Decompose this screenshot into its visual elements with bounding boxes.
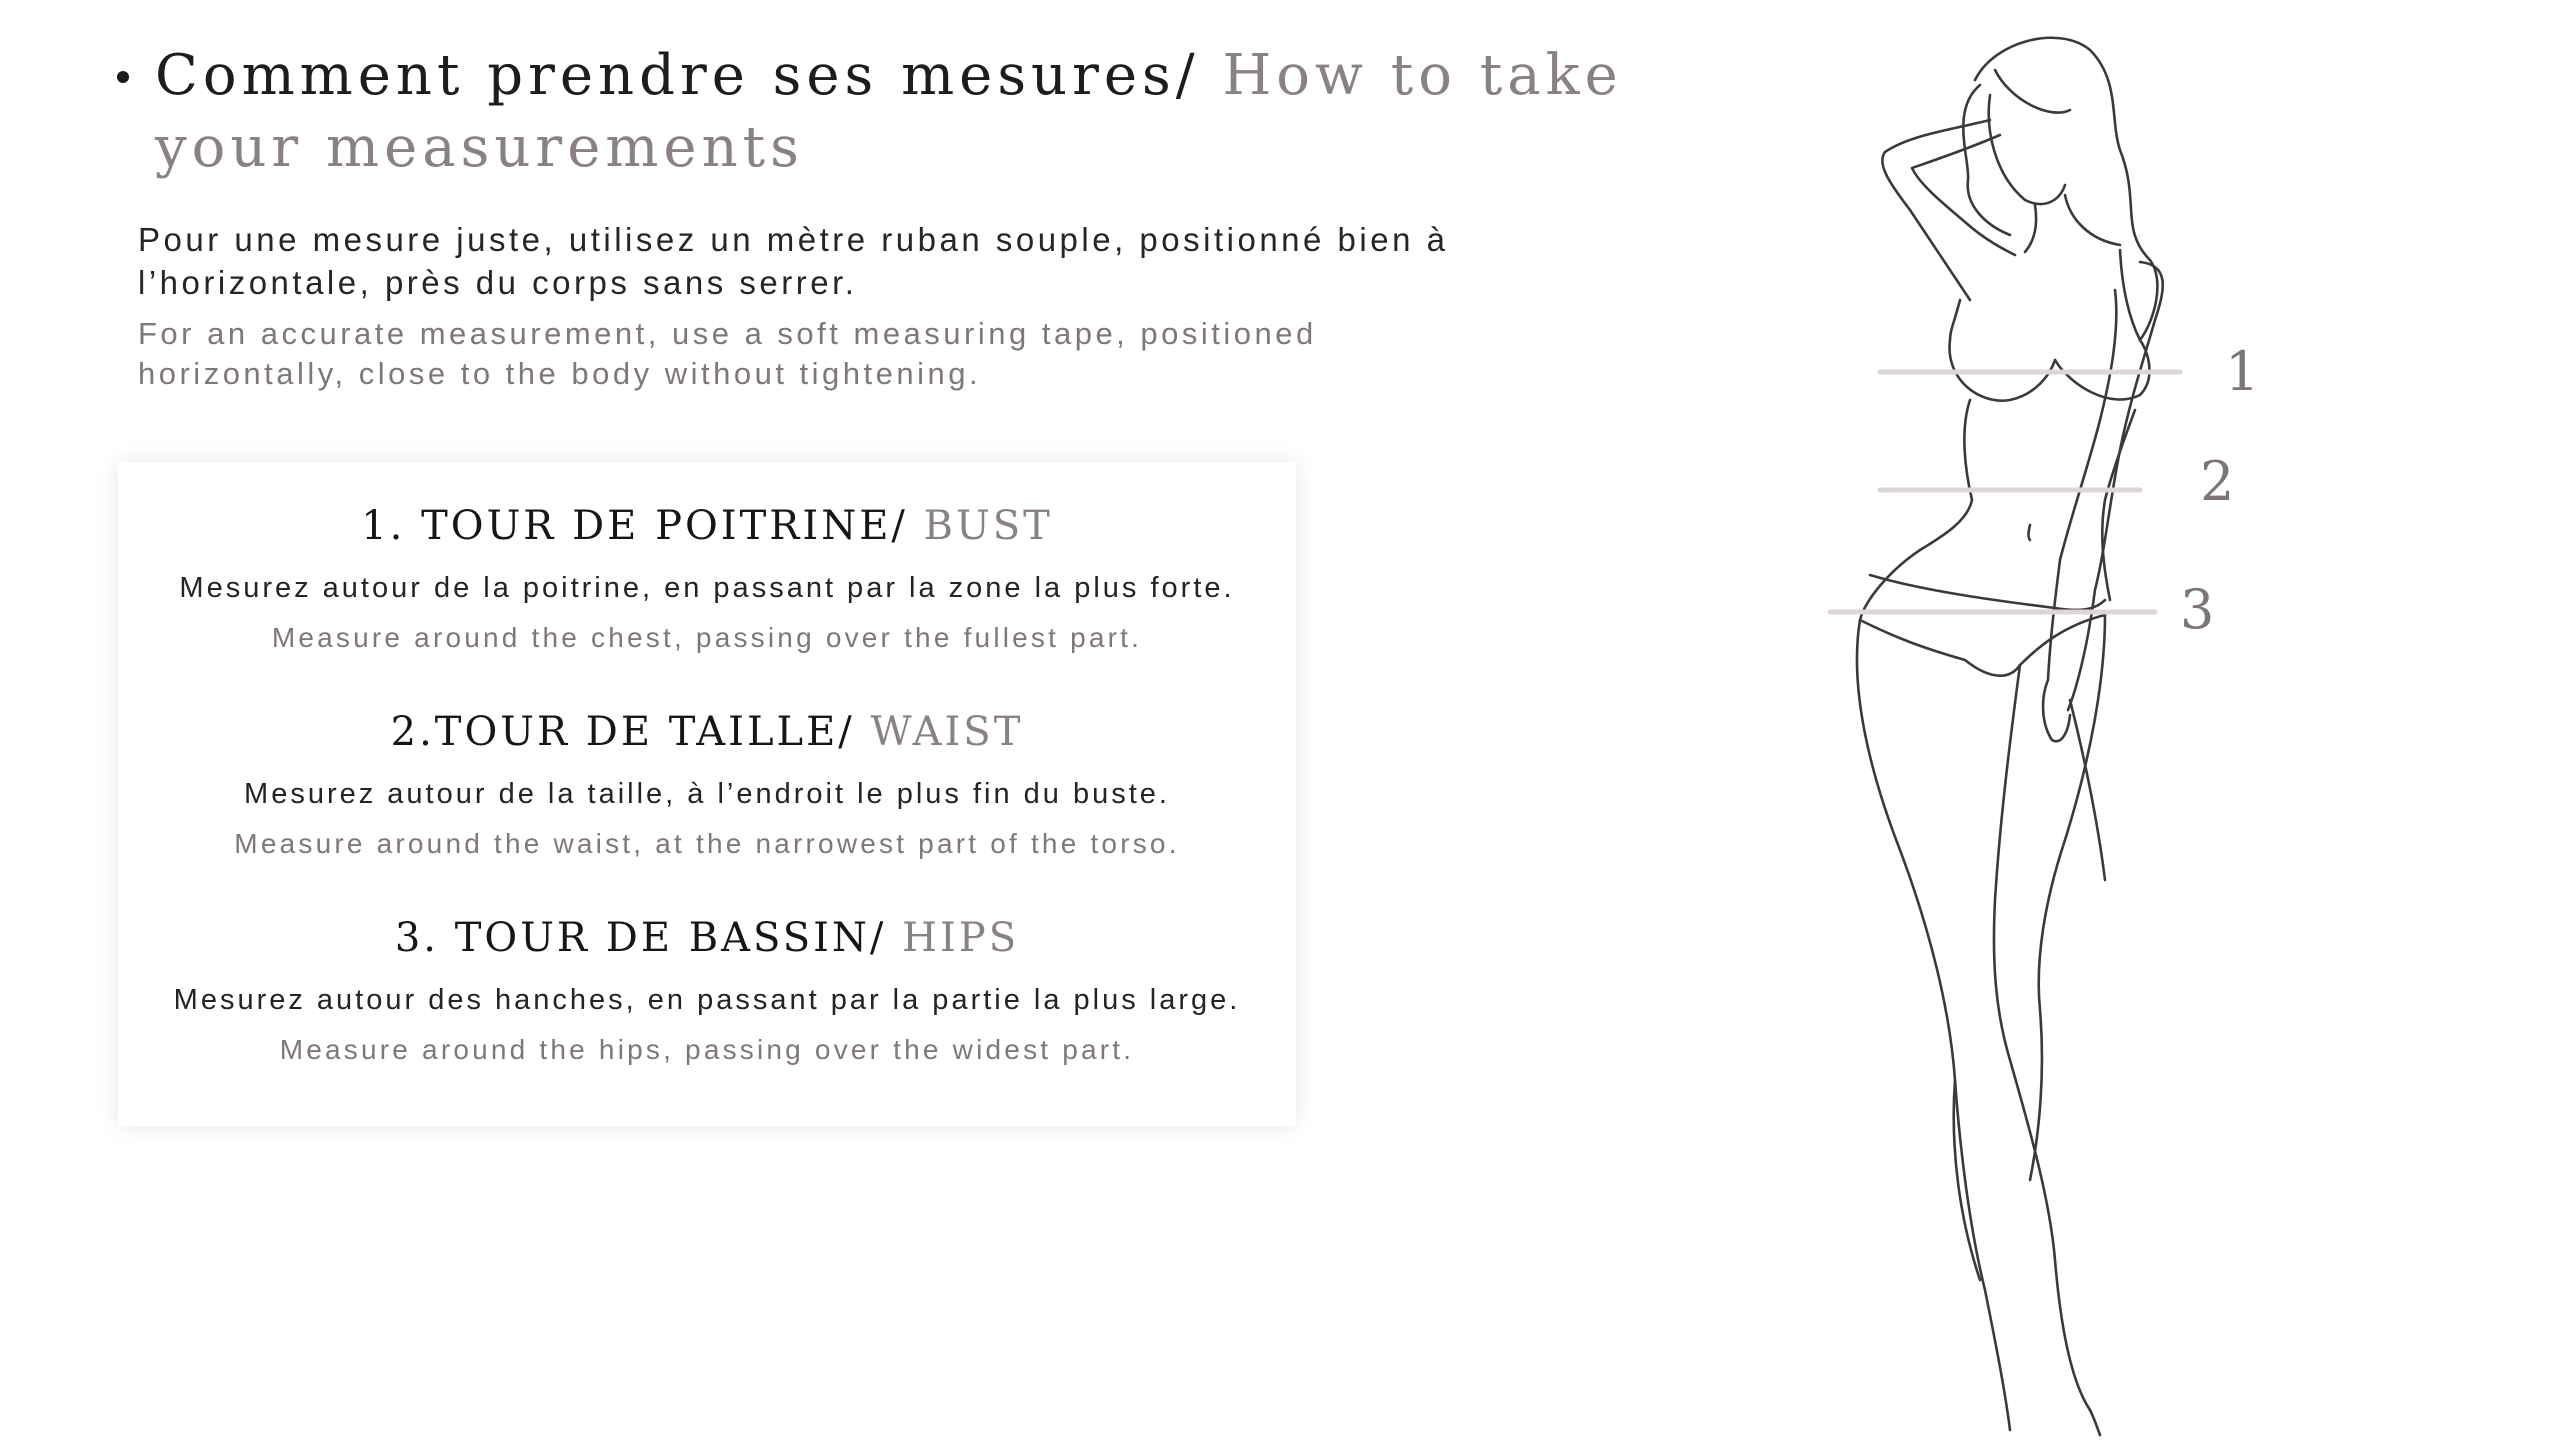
left-leg-outer (1857, 620, 2010, 1430)
hair-inner (1963, 85, 2010, 235)
section-title-en: BUST (923, 503, 1053, 549)
intro-block (138, 218, 1518, 394)
measure-label-3: 3 (2180, 578, 2215, 641)
section-desc-en: Measure around the hips, passing over the widest part. (279, 1034, 1135, 1065)
bra-strap-left (1950, 300, 1960, 340)
neck-left (2025, 205, 2036, 252)
section-title (118, 912, 1296, 964)
section-title-fr: 1. TOUR DE POITRINE/ (361, 503, 924, 549)
section-desc-fr: Mesurez autour de la poitrine, en passant par la zone la plus forte. (179, 572, 1235, 604)
section-desc-en: Measure around the chest, passing over the fullest part. (271, 622, 1143, 653)
heading-item (115, 40, 1715, 184)
measure-label-1: 1 (2225, 340, 2260, 403)
section-title (118, 500, 1296, 552)
heading-title-en: How to take your measurements (155, 43, 1623, 180)
section-desc-en: Measure around the waist, at the narrowest part of the torso. (234, 828, 1180, 859)
section-desc-fr: Mesurez autour de la taille, à l’endroit le plus fin du buste. (244, 778, 1170, 810)
section-title-en: WAIST (870, 709, 1024, 755)
right-leg-outer (2030, 615, 2105, 1180)
section-title-en: HIPS (902, 915, 1020, 961)
section-title-fr: 2.TOUR DE TAILLE/ (390, 709, 871, 755)
right-thigh-detail (2070, 700, 2105, 880)
foot (2090, 1410, 2100, 1435)
body-figure-illustration (1650, 0, 2550, 1440)
bullet-icon (117, 71, 129, 83)
intro-text-en: For an accurate measurement, use a soft measuring tape, positioned horizontally, close to the body without tightening. (138, 316, 1317, 391)
hand (2043, 680, 2070, 741)
bra-strap-right (2120, 250, 2140, 340)
figure-outline (1857, 38, 2163, 1435)
panty-waistband (1870, 575, 2105, 610)
section-hips (118, 912, 1296, 1068)
hair-strand (1995, 70, 2070, 113)
section-title (118, 706, 1296, 758)
page-heading (115, 40, 1715, 184)
navel (2029, 525, 2031, 540)
heading-title-fr: Comment prendre ses mesures/ (155, 43, 1223, 108)
neck-right (2065, 195, 2120, 245)
torso-right (2102, 410, 2135, 600)
section-bust (118, 500, 1296, 656)
section-title-fr: 3. TOUR DE BASSIN/ (394, 915, 903, 961)
measure-lines (1830, 372, 2180, 612)
measurements-card (118, 462, 1296, 1126)
panty-right (2020, 615, 2105, 665)
section-desc-fr: Mesurez autour des hanches, en passant par la partie la plus large. (173, 984, 1241, 1016)
measure-label-2: 2 (2200, 450, 2235, 513)
section-waist (118, 706, 1296, 862)
body-figure-svg (1650, 0, 2550, 1440)
torso-left (1920, 400, 1972, 550)
intro-text-fr: Pour une mesure juste, utilisez un mètre ruban souple, positionné bien à l’horizontale, près du corps sans serrer. (138, 221, 1449, 301)
